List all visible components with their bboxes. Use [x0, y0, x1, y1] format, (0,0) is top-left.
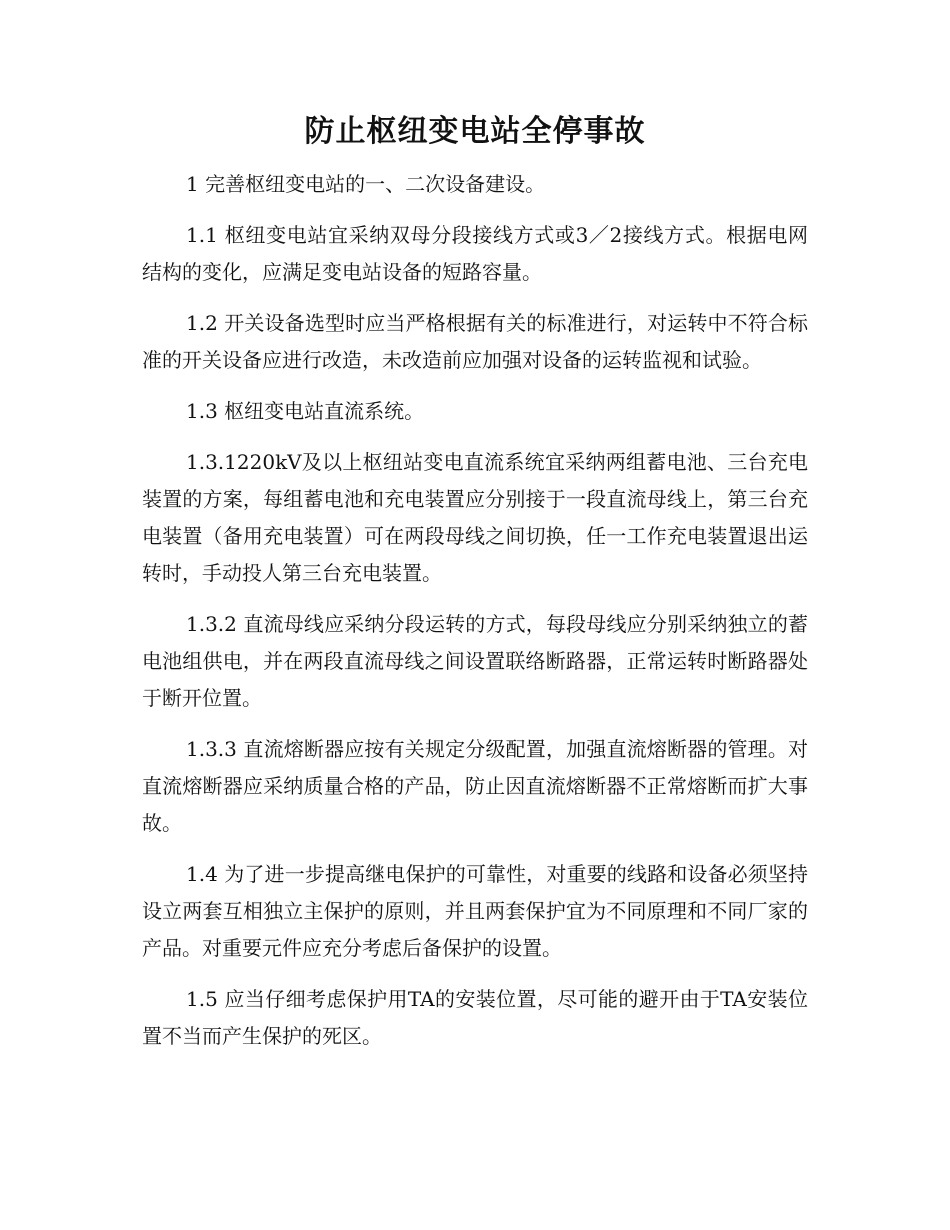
- paragraph-1-2: 1.2 开关设备选型时应当严格根据有关的标准进行，对运转中不符合标准的开关设备应进行改造，未改造前应加强对设备的运转监视和试验。: [142, 311, 808, 372]
- paragraph-1-3-3: 1.3.3 直流熔断器应按有关规定分级配置，加强直流熔断器的管理。对直流熔断器应采纳质量合格的产品，防止因直流熔断器不正常熔断而扩大事故。: [142, 737, 808, 835]
- paragraph-1-5: 1.5 应当仔细考虑保护用TA的安装位置，尽可能的避开由于TA安装位置不当而产生保护的死区。: [142, 987, 808, 1048]
- paragraph-1-3: 1.3 枢纽变电站直流系统。: [186, 399, 425, 423]
- paragraph-1-1: 1.1 枢纽变电站宜采纳双母分段接线方式或3／2接线方式。根据电网结构的变化，应满足变电站设备的短路容量。: [142, 223, 808, 284]
- paragraph-1-4: 1.4 为了进一步提高继电保护的可靠性，对重要的线路和设备必须坚持设立两套互相独立主保护的原则，并且两套保护宜为不同原理和不同厂家的产品。对重要元件应充分考虑后备保护的设置。: [142, 862, 808, 960]
- document-body: [142, 166, 808, 1069]
- paragraph-1-3-2: 1.3.2 直流母线应采纳分段运转的方式，每段母线应分别采纳独立的蓄电池组供电，并在两段直流母线之间设置联络断路器，正常运转时断路器处于断开位置。: [142, 612, 808, 710]
- paragraph-1: 1 完善枢纽变电站的一、二次设备建设。: [186, 172, 546, 196]
- document-title: 防止枢纽变电站全停事故: [304, 114, 646, 149]
- paragraph-1-3-1: 1.3.1220kV及以上枢纽站变电直流系统宜采纳两组蓄电池、三台充电装置的方案，每组蓄电池和充电装置应分别接于一段直流母线上，第三台充电装置（备用充电装置）可在两段母线之间切换，任一工作充电装置退出运转时，手动投人第三台充电装置。: [142, 450, 808, 585]
